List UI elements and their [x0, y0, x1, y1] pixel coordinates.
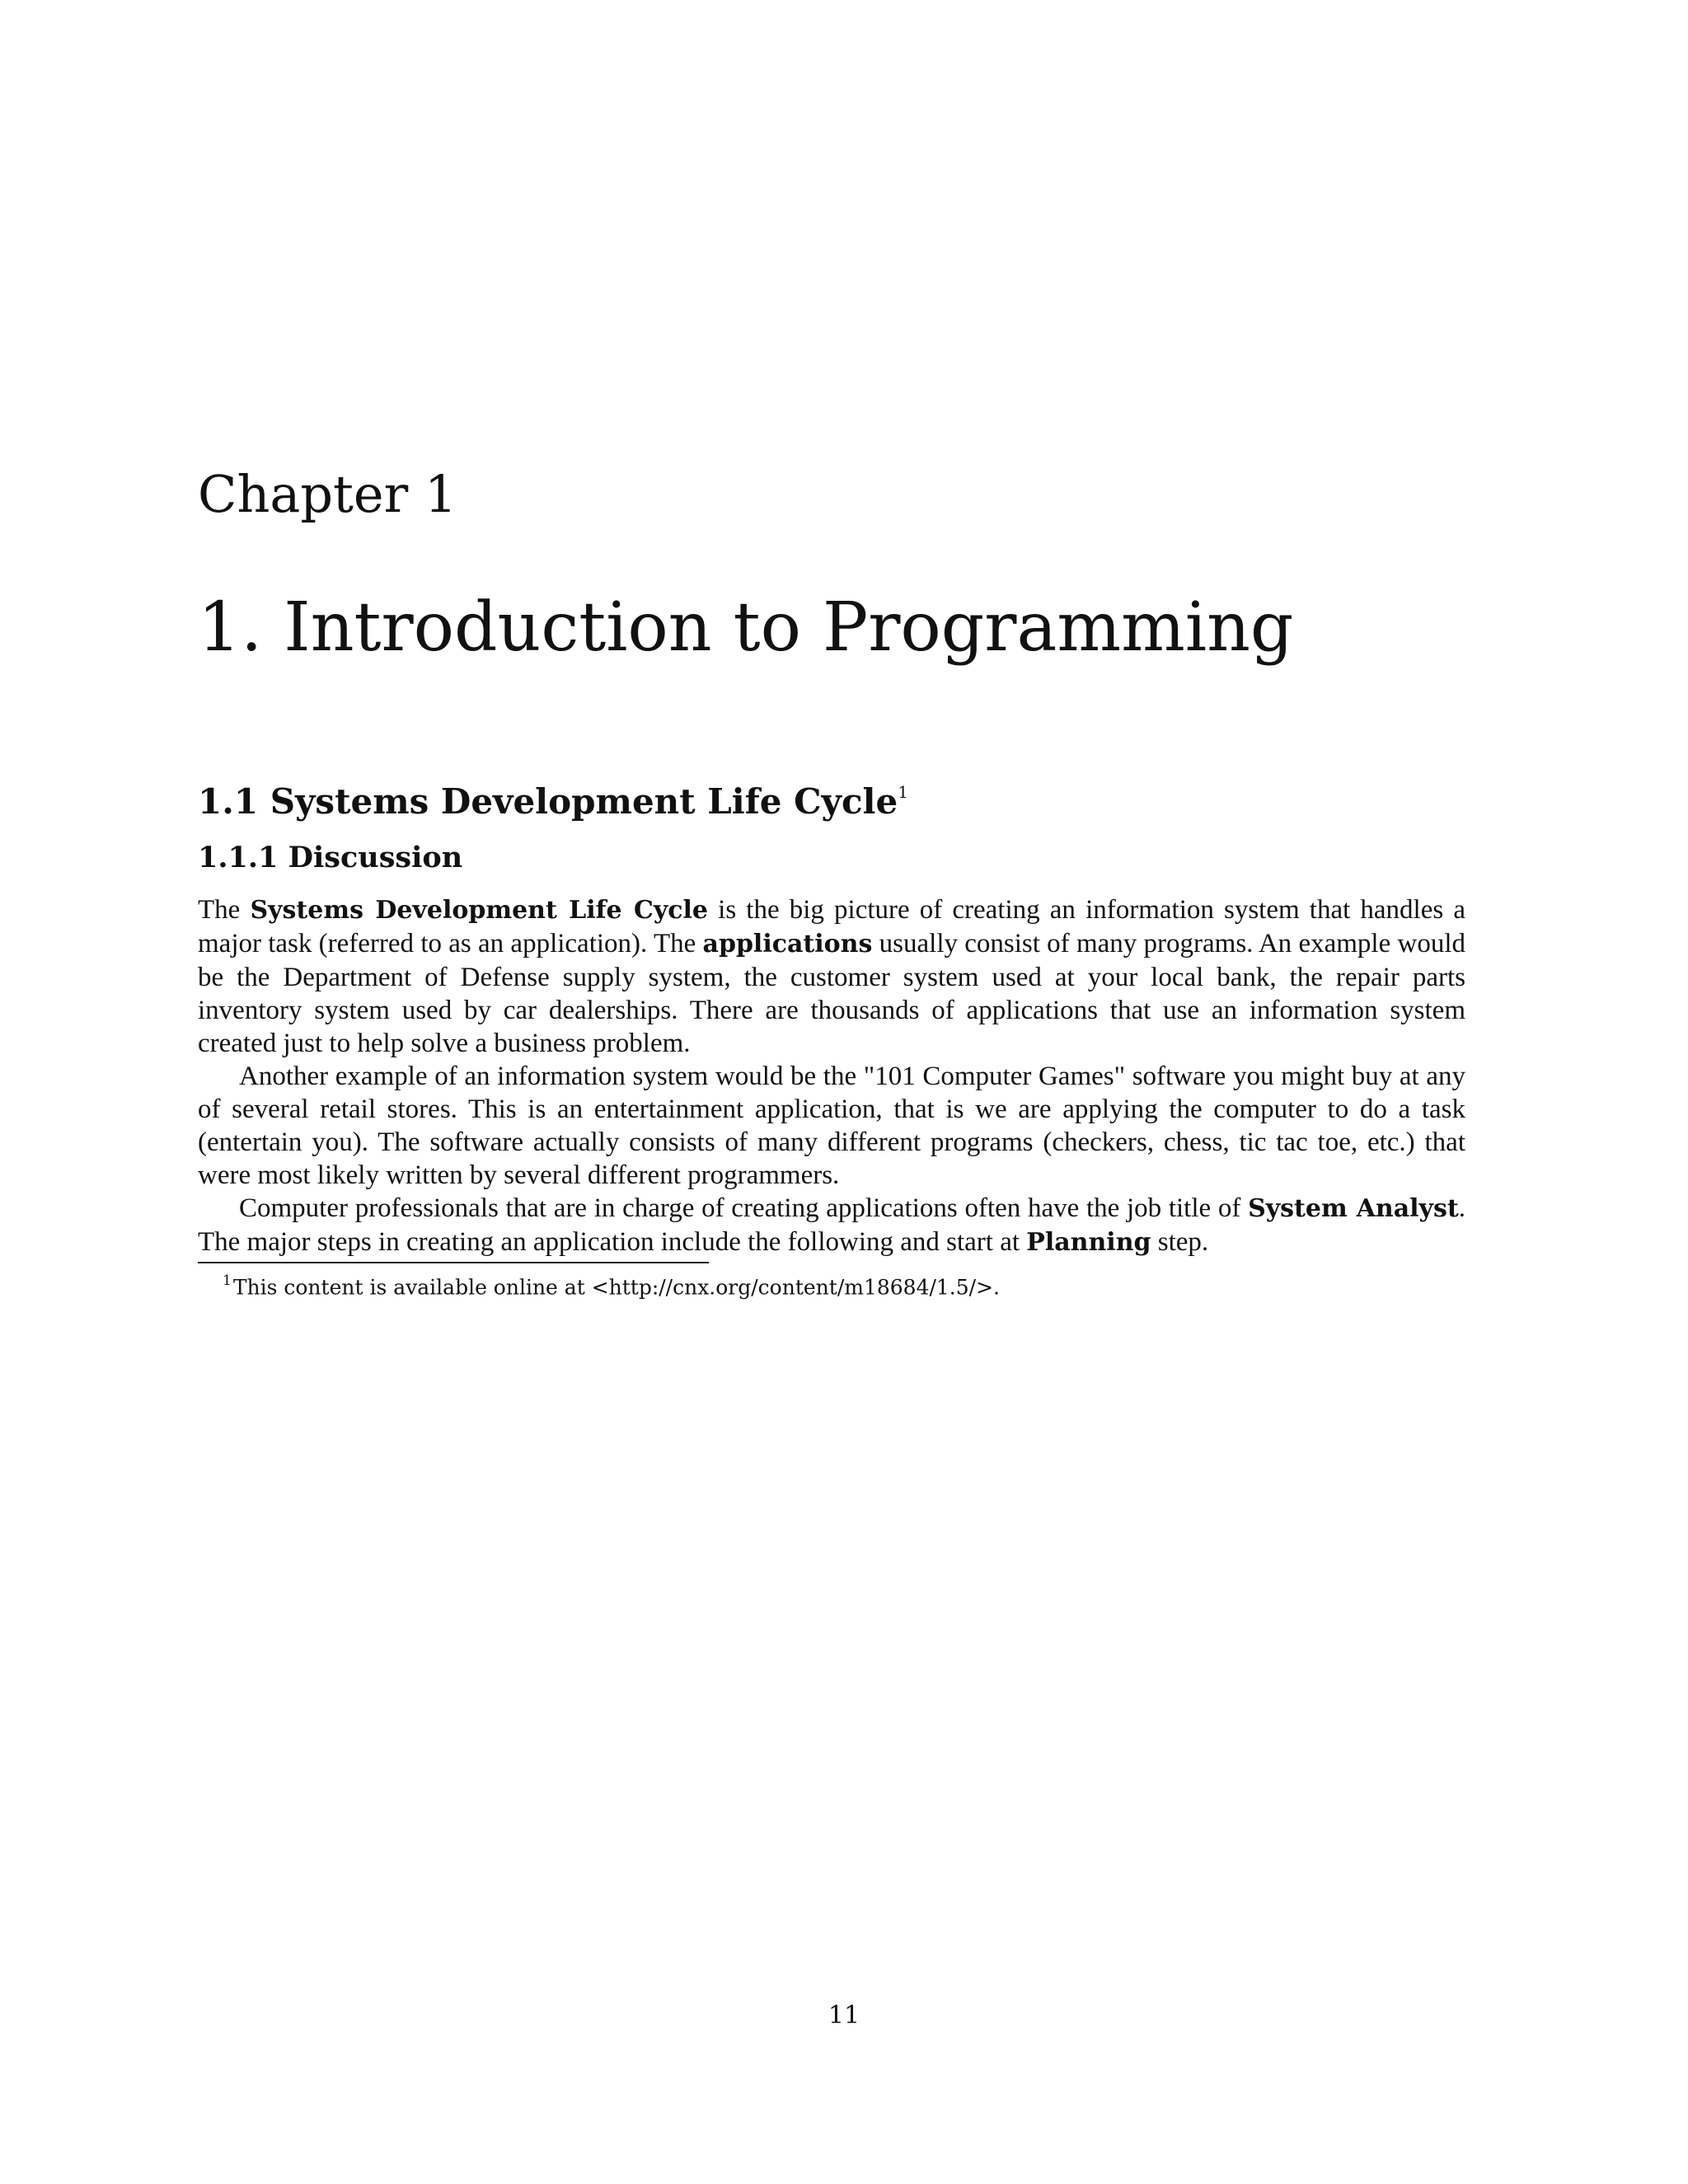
paragraph-1-text-1: The: [198, 895, 251, 925]
paragraph-1-bold-applications: applications: [702, 930, 873, 958]
footnote-marker: 1: [223, 1272, 232, 1289]
paragraph-3-text-1: Computer professionals that are in charge of creating applications often have the job title of: [239, 1193, 1249, 1223]
paragraph-1-bold-sdlc: Systems Development Life Cycle: [250, 896, 709, 925]
chapter-label: Chapter 1: [198, 464, 457, 524]
paragraph-1: [198, 893, 1465, 1060]
paragraph-1-text-2: is the big picture of creating an information system that handles a major task (referred to as an application). The: [198, 895, 1465, 958]
paragraph-2: [198, 1060, 1465, 1192]
footnote-divider: [198, 1262, 709, 1263]
section-footnote-marker[interactable]: 1: [898, 782, 908, 802]
section-title: [198, 772, 908, 825]
paragraph-3-text-3: step.: [1151, 1227, 1209, 1257]
paragraph-3: [198, 1192, 1465, 1259]
chapter-title: 1. Introduction to Programming: [198, 588, 1294, 667]
footnote: [223, 1269, 1000, 1301]
paragraph-3-bold-system-analyst: System Analyst: [1248, 1194, 1459, 1223]
paragraph-3-text-2: . The major steps in creating an application include the following and start at: [198, 1193, 1465, 1257]
body-text: [198, 893, 1465, 1259]
footnote-text[interactable]: This content is available online at <http://cnx.org/content/m18684/1.5/>.: [232, 1275, 1000, 1300]
paragraph-2-text-1: Another example of an information system would be the "101 Computer Games" software you might buy at any of several retail stores. This is an entertainment application, that is we are applying the computer to do a task (entertain you). The software actually consists of many different programs (checkers, chess, tic tac toe, etc.) that were most likely written by several different programmers.: [198, 1062, 1465, 1190]
section-title-text: 1.1 Systems Development Life Cycle: [198, 781, 898, 822]
paragraph-3-bold-planning: Planning: [1026, 1228, 1151, 1257]
paragraph-1-text-3: usually consist of many programs. An example would be the Department of Defense supply system, the customer system used at your local bank, the repair parts inventory system used by car dealerships. There are thousands of applications that use an information system created just to help solve a business problem.: [198, 929, 1465, 1058]
subsection-title: 1.1.1 Discussion: [198, 841, 463, 874]
page-number: 11: [828, 2001, 860, 2030]
